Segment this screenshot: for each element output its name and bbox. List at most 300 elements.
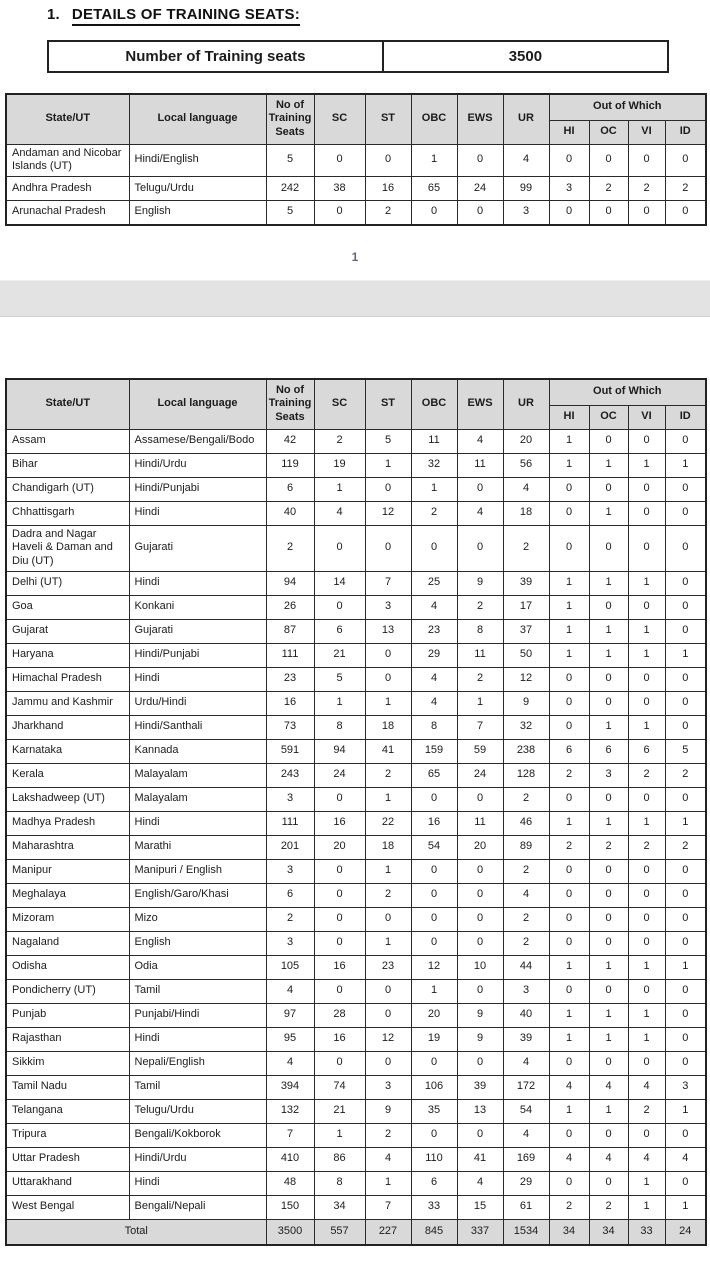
cell-id: 0 xyxy=(665,429,706,453)
cell-state: Odisha xyxy=(6,955,129,979)
table-row xyxy=(6,739,706,763)
cell-language: Manipuri / English xyxy=(129,859,266,883)
cell-vi: 1 xyxy=(628,1195,665,1219)
cell-obc: 16 xyxy=(411,811,457,835)
col-header-hi: HI xyxy=(549,405,589,429)
cell-sc: 0 xyxy=(314,595,365,619)
cell-id: 3 xyxy=(665,1075,706,1099)
cell-hi: 1 xyxy=(549,571,589,595)
cell-ur: 4 xyxy=(503,477,549,501)
cell-ews: 4 xyxy=(457,429,503,453)
cell-ur: 4 xyxy=(503,1051,549,1075)
cell-training_seats: 16 xyxy=(266,691,314,715)
cell-obc: 11 xyxy=(411,429,457,453)
table-row xyxy=(6,1147,706,1171)
cell-training_seats: 111 xyxy=(266,643,314,667)
cell-training_seats: 6 xyxy=(266,883,314,907)
cell-ews: 7 xyxy=(457,715,503,739)
cell-ews: 15 xyxy=(457,1195,503,1219)
cell-id: 0 xyxy=(665,667,706,691)
cell-ur: 2 xyxy=(503,907,549,931)
cell-sc: 5 xyxy=(314,667,365,691)
header-row xyxy=(6,379,706,405)
col-header-vi: VI xyxy=(628,405,665,429)
cell-sc: 0 xyxy=(314,201,365,225)
cell-id: 0 xyxy=(665,501,706,525)
total-sc: 557 xyxy=(314,1219,365,1245)
cell-hi: 0 xyxy=(549,1051,589,1075)
col-header-ur: UR xyxy=(503,379,549,429)
cell-vi: 0 xyxy=(628,595,665,619)
page-title xyxy=(47,6,300,23)
cell-sc: 38 xyxy=(314,177,365,201)
cell-st: 2 xyxy=(365,1123,411,1147)
cell-ews: 59 xyxy=(457,739,503,763)
summary-value: 3500 xyxy=(383,41,668,72)
cell-obc: 4 xyxy=(411,691,457,715)
cell-training_seats: 2 xyxy=(266,907,314,931)
cell-sc: 4 xyxy=(314,501,365,525)
cell-sc: 94 xyxy=(314,739,365,763)
cell-id: 2 xyxy=(665,763,706,787)
cell-id: 2 xyxy=(665,835,706,859)
cell-language: Bengali/Nepali xyxy=(129,1195,266,1219)
cell-st: 2 xyxy=(365,763,411,787)
cell-id: 1 xyxy=(665,1195,706,1219)
col-header-sc: SC xyxy=(314,379,365,429)
cell-training_seats: 119 xyxy=(266,453,314,477)
table-row xyxy=(6,763,706,787)
cell-ur: 12 xyxy=(503,667,549,691)
table-row xyxy=(6,787,706,811)
cell-language: Hindi xyxy=(129,1171,266,1195)
cell-training_seats: 5 xyxy=(266,201,314,225)
cell-vi: 0 xyxy=(628,525,665,571)
cell-ews: 9 xyxy=(457,1027,503,1051)
cell-hi: 1 xyxy=(549,619,589,643)
cell-st: 0 xyxy=(365,1003,411,1027)
cell-ur: 56 xyxy=(503,453,549,477)
cell-vi: 1 xyxy=(628,619,665,643)
cell-obc: 4 xyxy=(411,595,457,619)
cell-training_seats: 4 xyxy=(266,1051,314,1075)
cell-id: 0 xyxy=(665,1051,706,1075)
total-st: 227 xyxy=(365,1219,411,1245)
cell-oc: 2 xyxy=(589,835,628,859)
cell-obc: 25 xyxy=(411,571,457,595)
table-row xyxy=(6,643,706,667)
cell-ur: 50 xyxy=(503,643,549,667)
cell-oc: 6 xyxy=(589,739,628,763)
total-oc: 34 xyxy=(589,1219,628,1245)
cell-vi: 2 xyxy=(628,177,665,201)
cell-state: Jammu and Kashmir xyxy=(6,691,129,715)
cell-hi: 6 xyxy=(549,739,589,763)
cell-language: English xyxy=(129,201,266,225)
cell-id: 0 xyxy=(665,859,706,883)
cell-obc: 159 xyxy=(411,739,457,763)
table-row xyxy=(6,715,706,739)
cell-oc: 0 xyxy=(589,144,628,177)
cell-ur: 29 xyxy=(503,1171,549,1195)
cell-ews: 0 xyxy=(457,525,503,571)
cell-hi: 0 xyxy=(549,883,589,907)
cell-training_seats: 3 xyxy=(266,859,314,883)
table-row xyxy=(6,1051,706,1075)
cell-vi: 0 xyxy=(628,667,665,691)
cell-state: Andaman and Nicobar Islands (UT) xyxy=(6,144,129,177)
cell-state: Mizoram xyxy=(6,907,129,931)
cell-language: Hindi xyxy=(129,811,266,835)
cell-vi: 1 xyxy=(628,571,665,595)
cell-language: Hindi/Urdu xyxy=(129,453,266,477)
table-row xyxy=(6,201,706,225)
cell-obc: 1 xyxy=(411,979,457,1003)
table-row xyxy=(6,1123,706,1147)
cell-training_seats: 394 xyxy=(266,1075,314,1099)
cell-st: 1 xyxy=(365,787,411,811)
cell-state: Sikkim xyxy=(6,1051,129,1075)
table-row xyxy=(6,453,706,477)
cell-st: 2 xyxy=(365,883,411,907)
cell-vi: 1 xyxy=(628,1171,665,1195)
cell-state: Uttar Pradesh xyxy=(6,1147,129,1171)
cell-language: Mizo xyxy=(129,907,266,931)
cell-obc: 0 xyxy=(411,787,457,811)
cell-st: 1 xyxy=(365,1171,411,1195)
total-row xyxy=(6,1219,706,1245)
cell-obc: 35 xyxy=(411,1099,457,1123)
table-row xyxy=(6,835,706,859)
cell-training_seats: 410 xyxy=(266,1147,314,1171)
cell-st: 4 xyxy=(365,1147,411,1171)
cell-state: Pondicherry (UT) xyxy=(6,979,129,1003)
cell-st: 23 xyxy=(365,955,411,979)
cell-ur: 169 xyxy=(503,1147,549,1171)
cell-oc: 0 xyxy=(589,691,628,715)
cell-oc: 0 xyxy=(589,1051,628,1075)
cell-ur: 40 xyxy=(503,1003,549,1027)
cell-sc: 19 xyxy=(314,453,365,477)
cell-language: Hindi/English xyxy=(129,144,266,177)
cell-obc: 1 xyxy=(411,477,457,501)
cell-hi: 4 xyxy=(549,1075,589,1099)
cell-vi: 1 xyxy=(628,1003,665,1027)
cell-oc: 1 xyxy=(589,571,628,595)
cell-sc: 8 xyxy=(314,1171,365,1195)
cell-ews: 4 xyxy=(457,501,503,525)
cell-ur: 4 xyxy=(503,883,549,907)
cell-hi: 0 xyxy=(549,1171,589,1195)
cell-hi: 0 xyxy=(549,859,589,883)
cell-ews: 24 xyxy=(457,177,503,201)
cell-id: 0 xyxy=(665,477,706,501)
cell-ur: 39 xyxy=(503,1027,549,1051)
cell-ur: 3 xyxy=(503,979,549,1003)
cell-hi: 1 xyxy=(549,955,589,979)
cell-hi: 0 xyxy=(549,907,589,931)
cell-ur: 9 xyxy=(503,691,549,715)
cell-id: 0 xyxy=(665,595,706,619)
cell-language: Telugu/Urdu xyxy=(129,1099,266,1123)
cell-ews: 0 xyxy=(457,907,503,931)
cell-sc: 0 xyxy=(314,1051,365,1075)
cell-ur: 238 xyxy=(503,739,549,763)
cell-sc: 0 xyxy=(314,883,365,907)
cell-training_seats: 2 xyxy=(266,525,314,571)
table-row xyxy=(6,979,706,1003)
cell-state: Manipur xyxy=(6,859,129,883)
cell-ews: 0 xyxy=(457,144,503,177)
cell-vi: 0 xyxy=(628,691,665,715)
cell-oc: 0 xyxy=(589,1171,628,1195)
cell-ews: 0 xyxy=(457,787,503,811)
cell-sc: 1 xyxy=(314,477,365,501)
cell-st: 41 xyxy=(365,739,411,763)
table-row xyxy=(6,501,706,525)
table-row xyxy=(6,1099,706,1123)
cell-oc: 0 xyxy=(589,1123,628,1147)
cell-hi: 3 xyxy=(549,177,589,201)
cell-language: Tamil xyxy=(129,979,266,1003)
col-header-out-of-which: Out of Which xyxy=(549,379,706,405)
cell-id: 1 xyxy=(665,643,706,667)
cell-sc: 20 xyxy=(314,835,365,859)
cell-obc: 33 xyxy=(411,1195,457,1219)
cell-language: Assamese/Bengali/Bodo xyxy=(129,429,266,453)
cell-state: Uttarakhand xyxy=(6,1171,129,1195)
cell-state: Telangana xyxy=(6,1099,129,1123)
cell-ur: 99 xyxy=(503,177,549,201)
cell-hi: 1 xyxy=(549,1003,589,1027)
cell-oc: 4 xyxy=(589,1075,628,1099)
training-seats-summary-table xyxy=(47,40,669,73)
cell-hi: 0 xyxy=(549,787,589,811)
cell-id: 1 xyxy=(665,955,706,979)
cell-training_seats: 4 xyxy=(266,979,314,1003)
cell-sc: 16 xyxy=(314,1027,365,1051)
cell-hi: 0 xyxy=(549,715,589,739)
cell-ur: 37 xyxy=(503,619,549,643)
cell-obc: 0 xyxy=(411,931,457,955)
cell-id: 0 xyxy=(665,715,706,739)
cell-ur: 20 xyxy=(503,429,549,453)
cell-sc: 6 xyxy=(314,619,365,643)
cell-vi: 0 xyxy=(628,859,665,883)
total-ur: 1534 xyxy=(503,1219,549,1245)
cell-sc: 21 xyxy=(314,643,365,667)
total-id: 24 xyxy=(665,1219,706,1245)
cell-state: Goa xyxy=(6,595,129,619)
table-row xyxy=(6,1195,706,1219)
cell-oc: 1 xyxy=(589,643,628,667)
cell-vi: 4 xyxy=(628,1075,665,1099)
cell-st: 0 xyxy=(365,1051,411,1075)
cell-training_seats: 105 xyxy=(266,955,314,979)
cell-vi: 0 xyxy=(628,931,665,955)
cell-vi: 0 xyxy=(628,1051,665,1075)
cell-st: 1 xyxy=(365,859,411,883)
cell-ews: 39 xyxy=(457,1075,503,1099)
cell-oc: 3 xyxy=(589,763,628,787)
cell-language: Hindi xyxy=(129,667,266,691)
header-row xyxy=(6,94,706,120)
cell-language: Hindi xyxy=(129,571,266,595)
cell-oc: 0 xyxy=(589,201,628,225)
cell-st: 3 xyxy=(365,595,411,619)
cell-ur: 172 xyxy=(503,1075,549,1099)
cell-state: Assam xyxy=(6,429,129,453)
cell-st: 9 xyxy=(365,1099,411,1123)
cell-sc: 0 xyxy=(314,907,365,931)
cell-training_seats: 97 xyxy=(266,1003,314,1027)
cell-sc: 74 xyxy=(314,1075,365,1099)
cell-language: Gujarati xyxy=(129,619,266,643)
cell-state: Dadra and Nagar Haveli & Daman and Diu (UT) xyxy=(6,525,129,571)
cell-oc: 1 xyxy=(589,501,628,525)
cell-ews: 2 xyxy=(457,595,503,619)
cell-oc: 1 xyxy=(589,955,628,979)
cell-training_seats: 7 xyxy=(266,1123,314,1147)
cell-obc: 65 xyxy=(411,177,457,201)
cell-ur: 2 xyxy=(503,525,549,571)
cell-training_seats: 6 xyxy=(266,477,314,501)
cell-hi: 0 xyxy=(549,144,589,177)
cell-oc: 1 xyxy=(589,1003,628,1027)
cell-language: Tamil xyxy=(129,1075,266,1099)
cell-hi: 0 xyxy=(549,501,589,525)
cell-ur: 89 xyxy=(503,835,549,859)
cell-oc: 2 xyxy=(589,1195,628,1219)
cell-obc: 0 xyxy=(411,859,457,883)
cell-language: Hindi/Punjabi xyxy=(129,643,266,667)
cell-state: Rajasthan xyxy=(6,1027,129,1051)
cell-training_seats: 73 xyxy=(266,715,314,739)
cell-oc: 2 xyxy=(589,177,628,201)
cell-id: 0 xyxy=(665,1123,706,1147)
cell-sc: 16 xyxy=(314,811,365,835)
cell-language: English/Garo/Khasi xyxy=(129,883,266,907)
cell-vi: 0 xyxy=(628,883,665,907)
cell-oc: 0 xyxy=(589,525,628,571)
cell-st: 3 xyxy=(365,1075,411,1099)
cell-sc: 16 xyxy=(314,955,365,979)
cell-id: 0 xyxy=(665,787,706,811)
cell-sc: 1 xyxy=(314,1123,365,1147)
cell-training_seats: 94 xyxy=(266,571,314,595)
cell-id: 0 xyxy=(665,1027,706,1051)
cell-language: Gujarati xyxy=(129,525,266,571)
col-header-obc: OBC xyxy=(411,379,457,429)
table-row xyxy=(6,667,706,691)
cell-state: Andhra Pradesh xyxy=(6,177,129,201)
cell-state: Punjab xyxy=(6,1003,129,1027)
cell-id: 0 xyxy=(665,619,706,643)
cell-ews: 4 xyxy=(457,1171,503,1195)
cell-vi: 1 xyxy=(628,643,665,667)
cell-ur: 61 xyxy=(503,1195,549,1219)
cell-st: 12 xyxy=(365,501,411,525)
cell-hi: 0 xyxy=(549,667,589,691)
table-row xyxy=(6,571,706,595)
cell-obc: 110 xyxy=(411,1147,457,1171)
cell-ews: 0 xyxy=(457,859,503,883)
cell-ews: 10 xyxy=(457,955,503,979)
cell-sc: 28 xyxy=(314,1003,365,1027)
cell-ur: 4 xyxy=(503,1123,549,1147)
cell-training_seats: 201 xyxy=(266,835,314,859)
cell-obc: 8 xyxy=(411,715,457,739)
cell-obc: 4 xyxy=(411,667,457,691)
cell-language: Malayalam xyxy=(129,787,266,811)
cell-vi: 2 xyxy=(628,763,665,787)
cell-training_seats: 591 xyxy=(266,739,314,763)
cell-id: 0 xyxy=(665,691,706,715)
training-seats-table-page2 xyxy=(5,378,707,1246)
cell-training_seats: 23 xyxy=(266,667,314,691)
col-header-training-seats: No of Training Seats xyxy=(266,94,314,144)
cell-hi: 1 xyxy=(549,1099,589,1123)
cell-vi: 2 xyxy=(628,1099,665,1123)
cell-ews: 1 xyxy=(457,691,503,715)
cell-language: Malayalam xyxy=(129,763,266,787)
cell-oc: 0 xyxy=(589,883,628,907)
cell-oc: 0 xyxy=(589,787,628,811)
cell-obc: 2 xyxy=(411,501,457,525)
cell-training_seats: 3 xyxy=(266,787,314,811)
cell-st: 1 xyxy=(365,453,411,477)
cell-ews: 0 xyxy=(457,1123,503,1147)
cell-ews: 2 xyxy=(457,667,503,691)
cell-id: 0 xyxy=(665,525,706,571)
cell-state: Lakshadweep (UT) xyxy=(6,787,129,811)
cell-sc: 0 xyxy=(314,525,365,571)
cell-vi: 1 xyxy=(628,453,665,477)
cell-st: 0 xyxy=(365,144,411,177)
cell-state: Karnataka xyxy=(6,739,129,763)
cell-training_seats: 243 xyxy=(266,763,314,787)
table-row xyxy=(6,595,706,619)
cell-sc: 8 xyxy=(314,715,365,739)
cell-vi: 0 xyxy=(628,1123,665,1147)
cell-obc: 12 xyxy=(411,955,457,979)
cell-obc: 0 xyxy=(411,525,457,571)
total-ews: 337 xyxy=(457,1219,503,1245)
cell-language: Konkani xyxy=(129,595,266,619)
col-header-ur: UR xyxy=(503,94,549,144)
cell-state: Chhattisgarh xyxy=(6,501,129,525)
cell-sc: 24 xyxy=(314,763,365,787)
cell-hi: 4 xyxy=(549,1147,589,1171)
cell-st: 0 xyxy=(365,643,411,667)
cell-oc: 0 xyxy=(589,429,628,453)
col-header-hi: HI xyxy=(549,120,589,144)
cell-language: Hindi/Santhali xyxy=(129,715,266,739)
cell-hi: 1 xyxy=(549,453,589,477)
cell-vi: 1 xyxy=(628,1027,665,1051)
cell-training_seats: 48 xyxy=(266,1171,314,1195)
col-header-sc: SC xyxy=(314,94,365,144)
col-header-oc: OC xyxy=(589,405,628,429)
cell-state: Arunachal Pradesh xyxy=(6,201,129,225)
cell-id: 0 xyxy=(665,1171,706,1195)
col-header-state-ut: State/UT xyxy=(6,94,129,144)
cell-obc: 20 xyxy=(411,1003,457,1027)
table-row xyxy=(6,1075,706,1099)
cell-oc: 0 xyxy=(589,477,628,501)
summary-label: Number of Training seats xyxy=(48,41,383,72)
cell-language: Urdu/Hindi xyxy=(129,691,266,715)
